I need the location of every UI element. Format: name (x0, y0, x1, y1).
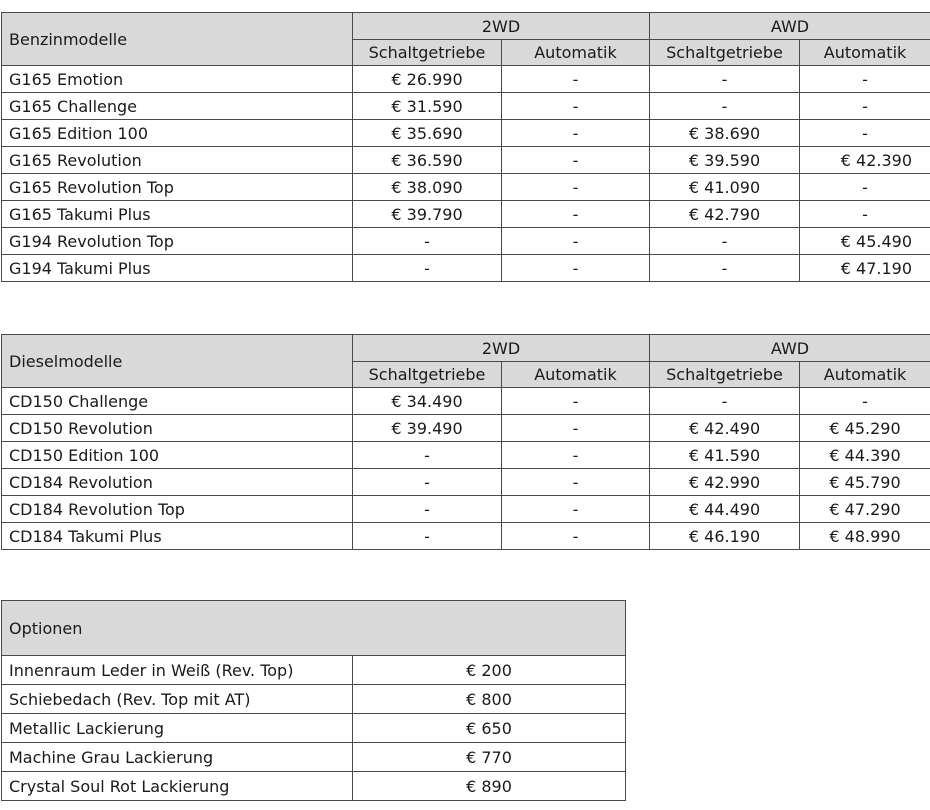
diesel-awd-schalt-header: Schaltgetriebe (650, 362, 800, 388)
awd-auto-price: - (800, 93, 930, 120)
option-row (2, 743, 626, 772)
awd-schalt-price: € 41.590 (650, 442, 800, 469)
model-name: CD150 Revolution (2, 415, 353, 442)
2wd-auto-price: - (502, 228, 650, 255)
awd-schalt-price: - (650, 93, 800, 120)
2wd-auto-price: - (502, 523, 650, 550)
option-price: € 650 (353, 714, 626, 743)
awd-auto-price: € 45.490 (800, 228, 930, 255)
benzin-model-row (2, 201, 930, 228)
benzin-2wd-header: 2WD (353, 13, 650, 40)
2wd-schalt-price: - (353, 469, 502, 496)
awd-auto-price: - (800, 174, 930, 201)
diesel-model-row (2, 388, 930, 415)
awd-auto-price: € 42.390 (800, 147, 930, 174)
awd-schalt-price: - (650, 388, 800, 415)
option-name: Schiebedach (Rev. Top mit AT) (2, 685, 353, 714)
2wd-schalt-price: € 34.490 (353, 388, 502, 415)
2wd-auto-price: - (502, 93, 650, 120)
benzin-title: Benzinmodelle (2, 13, 353, 66)
2wd-auto-price: - (502, 442, 650, 469)
option-name: Crystal Soul Rot Lackierung (2, 772, 353, 801)
diesel-model-row (2, 496, 930, 523)
awd-schalt-price: € 38.690 (650, 120, 800, 147)
awd-schalt-price: - (650, 255, 800, 282)
2wd-schalt-price: - (353, 496, 502, 523)
awd-auto-price: € 45.290 (800, 415, 930, 442)
2wd-auto-price: - (502, 66, 650, 93)
option-name: Innenraum Leder in Weiß (Rev. Top) (2, 656, 353, 685)
awd-schalt-price: € 46.190 (650, 523, 800, 550)
2wd-schalt-price: - (353, 442, 502, 469)
model-name: G165 Emotion (2, 66, 353, 93)
diesel-title: Dieselmodelle (2, 335, 353, 388)
option-price: € 770 (353, 743, 626, 772)
benzin-model-row (2, 93, 930, 120)
awd-auto-price: € 44.390 (800, 442, 930, 469)
awd-schalt-price: € 44.490 (650, 496, 800, 523)
option-row (2, 685, 626, 714)
option-row (2, 656, 626, 685)
option-name: Metallic Lackierung (2, 714, 353, 743)
benzin-2wd-schalt-header: Schaltgetriebe (353, 40, 502, 66)
optionen-title: Optionen (2, 601, 626, 656)
benzin-model-row (2, 228, 930, 255)
diesel-model-row (2, 415, 930, 442)
option-row (2, 772, 626, 801)
model-name: G194 Revolution Top (2, 228, 353, 255)
option-price: € 890 (353, 772, 626, 801)
model-name: CD184 Revolution Top (2, 496, 353, 523)
awd-auto-price: - (800, 388, 930, 415)
2wd-schalt-price: € 38.090 (353, 174, 502, 201)
model-name: CD184 Revolution (2, 469, 353, 496)
awd-schalt-price: € 42.790 (650, 201, 800, 228)
2wd-auto-price: - (502, 255, 650, 282)
awd-auto-price: € 47.190 (800, 255, 930, 282)
model-name: CD150 Challenge (2, 388, 353, 415)
2wd-schalt-price: € 39.490 (353, 415, 502, 442)
model-name: G165 Challenge (2, 93, 353, 120)
2wd-schalt-price: € 35.690 (353, 120, 502, 147)
2wd-auto-price: - (502, 415, 650, 442)
diesel-model-row (2, 469, 930, 496)
benzin-model-row (2, 120, 930, 147)
2wd-schalt-price: € 36.590 (353, 147, 502, 174)
benzin-awd-auto-header: Automatik (800, 40, 930, 66)
diesel-model-row (2, 523, 930, 550)
benzin-awd-header: AWD (650, 13, 930, 40)
model-name: G165 Revolution (2, 147, 353, 174)
diesel-2wd-header: 2WD (353, 335, 650, 362)
2wd-schalt-price: - (353, 255, 502, 282)
awd-schalt-price: € 42.490 (650, 415, 800, 442)
benzin-model-row (2, 66, 930, 93)
model-name: G165 Takumi Plus (2, 201, 353, 228)
model-name: CD150 Edition 100 (2, 442, 353, 469)
awd-auto-price: - (800, 201, 930, 228)
2wd-schalt-price: - (353, 523, 502, 550)
model-name: G194 Takumi Plus (2, 255, 353, 282)
awd-schalt-price: € 42.990 (650, 469, 800, 496)
2wd-auto-price: - (502, 496, 650, 523)
awd-auto-price: - (800, 66, 930, 93)
diesel-rows (2, 388, 930, 550)
2wd-schalt-price: € 39.790 (353, 201, 502, 228)
benzin-awd-schalt-header: Schaltgetriebe (650, 40, 800, 66)
2wd-schalt-price: - (353, 228, 502, 255)
awd-schalt-price: - (650, 66, 800, 93)
2wd-auto-price: - (502, 120, 650, 147)
2wd-auto-price: - (502, 388, 650, 415)
awd-auto-price: € 47.290 (800, 496, 930, 523)
awd-auto-price: - (800, 120, 930, 147)
benzin-model-row (2, 255, 930, 282)
awd-auto-price: € 48.990 (800, 523, 930, 550)
2wd-schalt-price: € 31.590 (353, 93, 502, 120)
model-name: CD184 Takumi Plus (2, 523, 353, 550)
option-price: € 200 (353, 656, 626, 685)
awd-auto-price: € 45.790 (800, 469, 930, 496)
diesel-awd-header: AWD (650, 335, 930, 362)
option-name: Machine Grau Lackierung (2, 743, 353, 772)
model-name: G165 Revolution Top (2, 174, 353, 201)
diesel-price-table (1, 334, 930, 550)
awd-schalt-price: € 39.590 (650, 147, 800, 174)
diesel-2wd-auto-header: Automatik (502, 362, 650, 388)
awd-schalt-price: € 41.090 (650, 174, 800, 201)
benzin-model-row (2, 174, 930, 201)
benzin-model-row (2, 147, 930, 174)
benzin-price-table (1, 12, 930, 282)
awd-schalt-price: - (650, 228, 800, 255)
2wd-auto-price: - (502, 174, 650, 201)
diesel-2wd-schalt-header: Schaltgetriebe (353, 362, 502, 388)
benzin-2wd-auto-header: Automatik (502, 40, 650, 66)
diesel-model-row (2, 442, 930, 469)
diesel-awd-auto-header: Automatik (800, 362, 930, 388)
2wd-schalt-price: € 26.990 (353, 66, 502, 93)
benzin-rows (2, 66, 930, 282)
2wd-auto-price: - (502, 201, 650, 228)
model-name: G165 Edition 100 (2, 120, 353, 147)
2wd-auto-price: - (502, 469, 650, 496)
2wd-auto-price: - (502, 147, 650, 174)
option-price: € 800 (353, 685, 626, 714)
optionen-price-table (1, 600, 626, 801)
option-row (2, 714, 626, 743)
optionen-rows (2, 656, 626, 801)
